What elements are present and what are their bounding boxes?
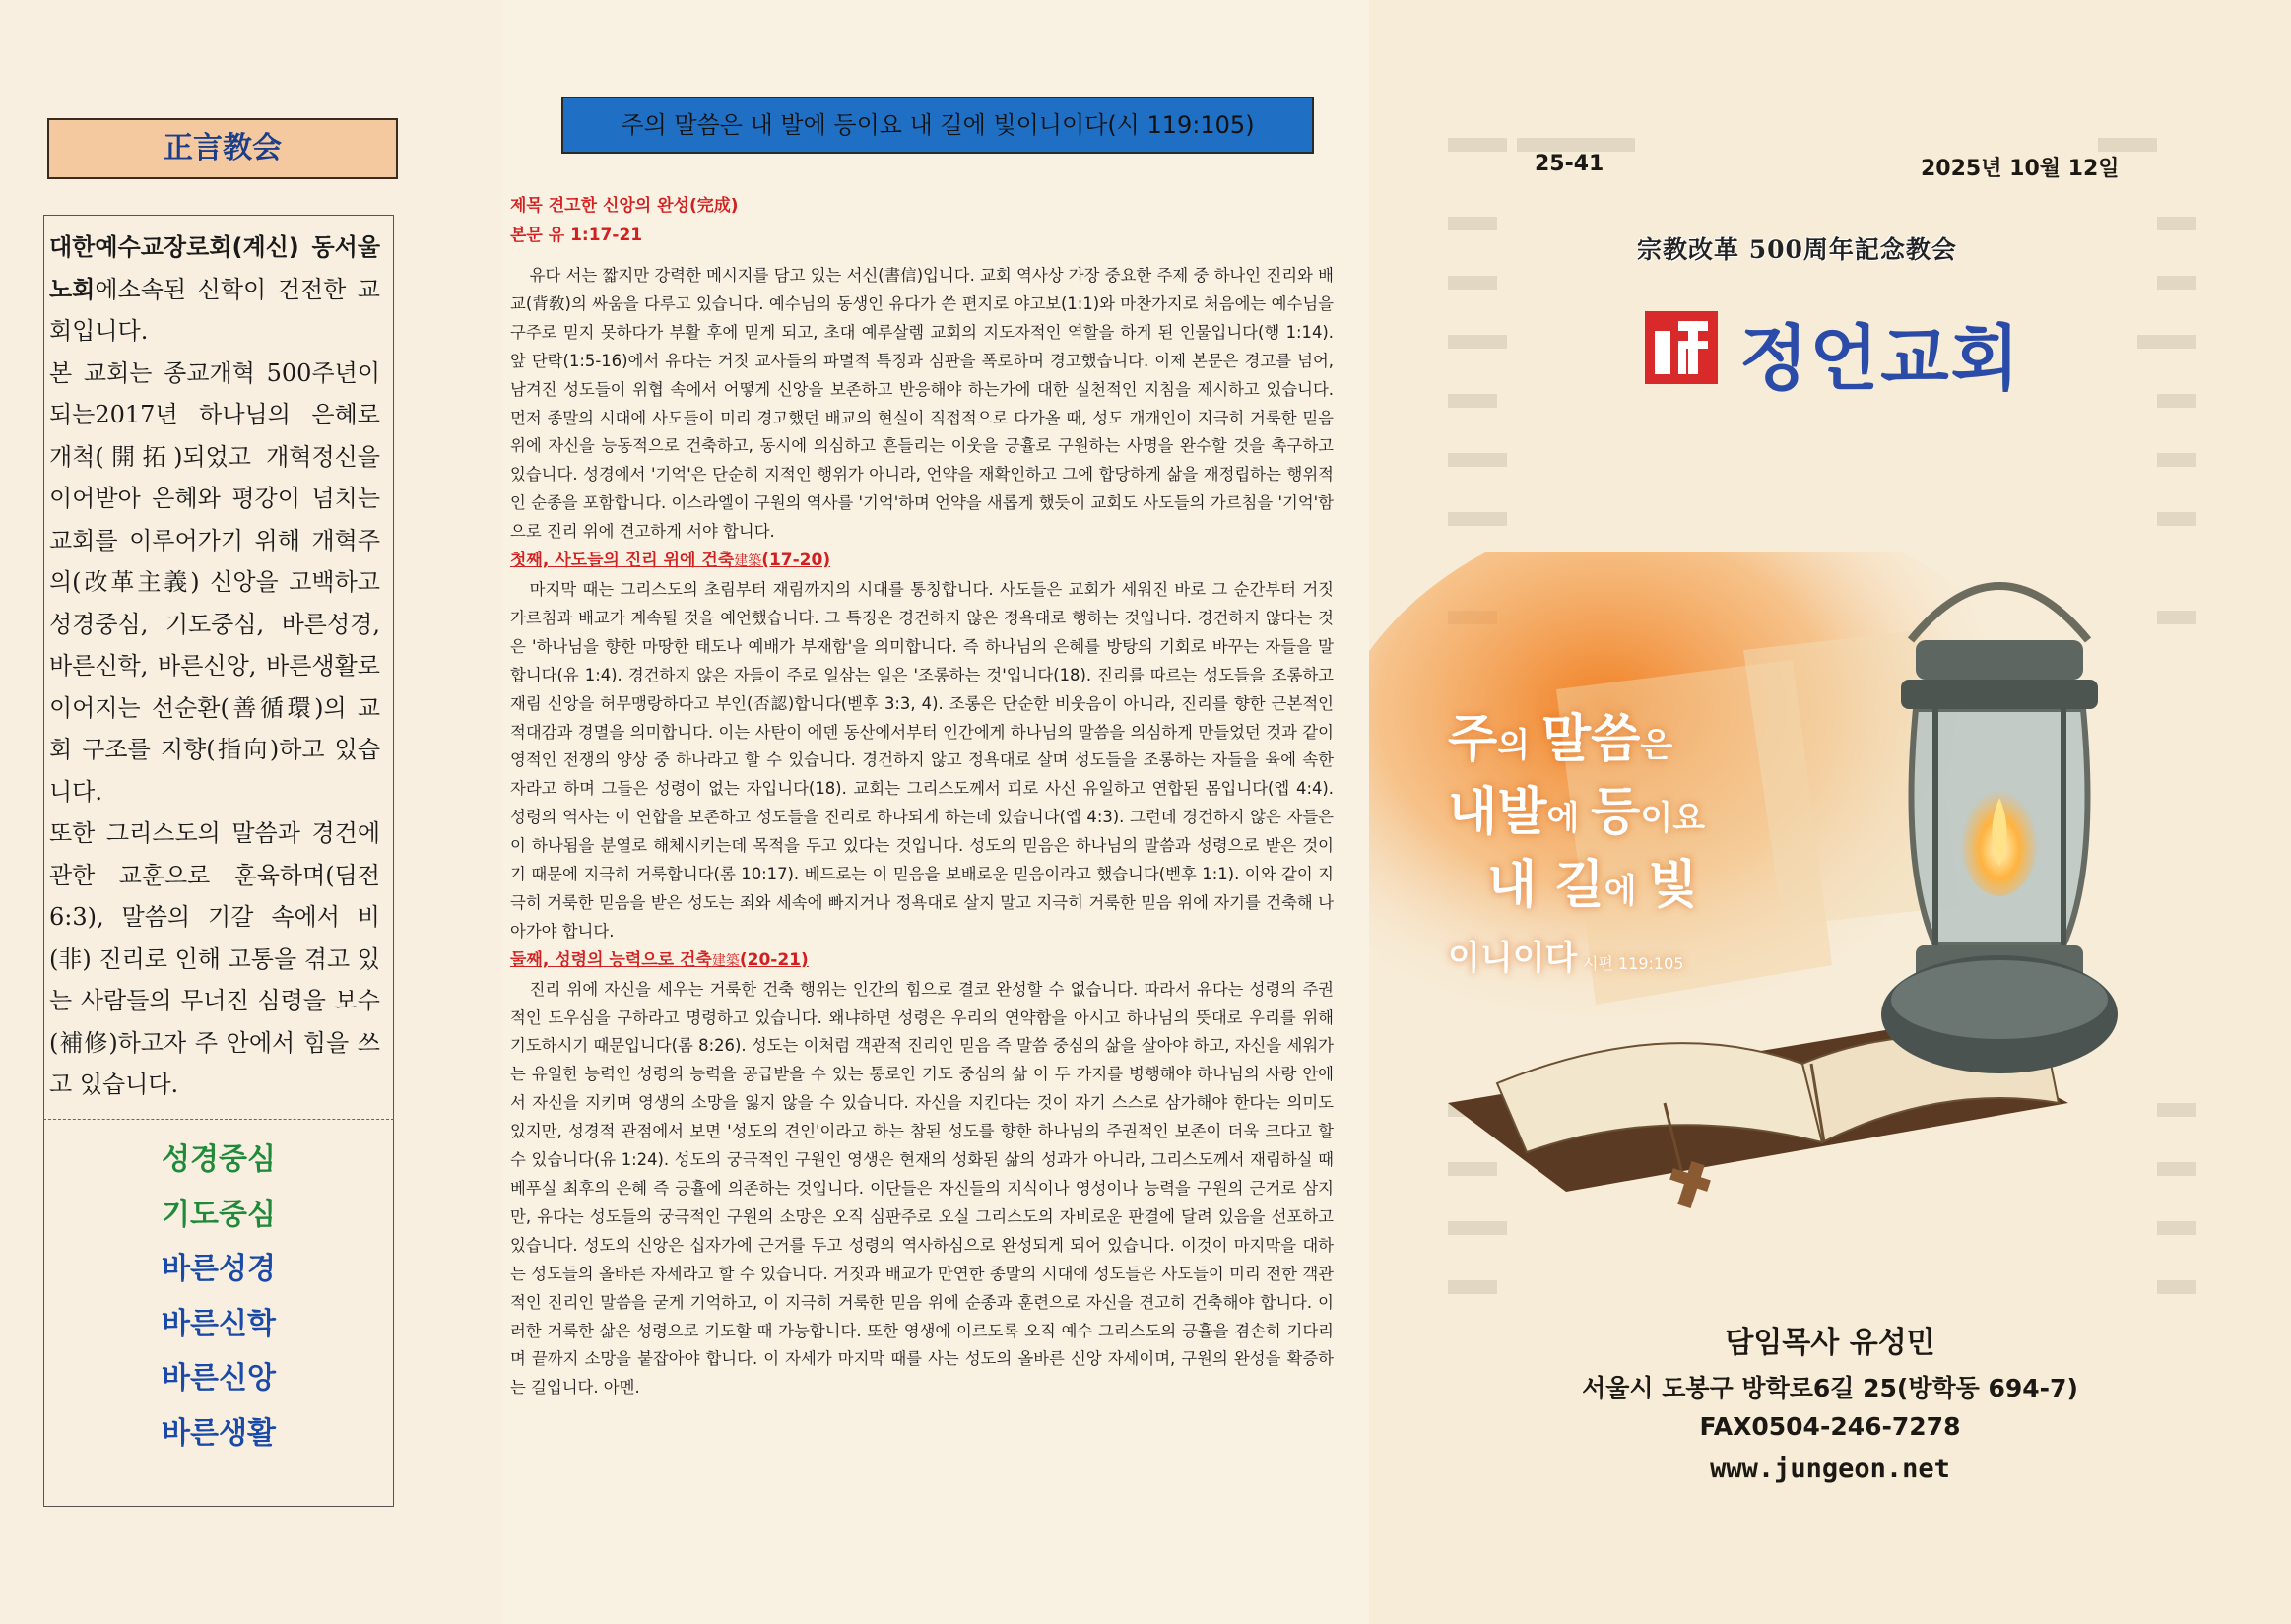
verse-art-text: 빛 [1648, 856, 1698, 915]
verse-artwork [1448, 709, 1783, 995]
verse-art-text: 말씀 [1540, 710, 1641, 769]
section-1-ref: (17-20) [761, 551, 831, 571]
website-link[interactable]: www.jungeon.net [1710, 1454, 1950, 1484]
motto-list [43, 1133, 394, 1461]
sermon-body [510, 262, 1334, 1402]
denomination-name: 대한예수교장로회(계신) 동서울노회 [49, 233, 380, 303]
church-subtitle: 宗教改革 500周年記念教会 [1637, 235, 1957, 264]
section-2-hanja: 建築 [711, 952, 740, 969]
verse-art-text: 내발 [1448, 783, 1547, 842]
left-panel [0, 0, 502, 1624]
verse-art-text: 내 길 [1487, 856, 1604, 915]
issue-date: 2025년 10월 12일 [1921, 157, 2120, 181]
intro-paragraph-2: 본 교회는 종교개혁 500주년이 되는2017년 하나님의 은혜로 개척(開拓)되었고 개혁정신을 이어받아 은혜와 평강이 넘치는 교회를 이루어가기 위해 개혁주의(改革主義) 신앙을 고백하고 성경중심, 기도중심, 바른성경, 바른신학, 바른신앙, 바른생활로 이어지는 선순환(善循環)의 교회 구조를 지향(指向)하고 있습니다. [49, 358, 380, 806]
section-2-body: 진리 위에 자신을 세우는 거룩한 건축 행위는 인간의 힘으로 결코 완성할 수 없습니다. 따라서 유다는 성령의 주권적인 도우심을 구하라고 명령하고 있습니다. 왜냐하면 성령은 우리의 연약함을 아시고 하나님의 뜻대로 우리를 위해 기도하시기 때문입니다(롬 8:26). 성도는 이처럼 객관적 진리인 믿음 즉 말씀 중심의 삶을 살아야 하고, 자신을 세워가는 유일한 능력인 성령의 능력을 공급받을 수 있는 통로인 기도 중심의 삶 이 두 가지를 병행해야 하나님의 사랑 안에서 자신을 지키며 영생의 소망을 잃지 않을 수 있습니다. 자신을 지킨다는 것이 자기 스스로 삼가해야 한다는 의미도 있지만, 성경적 관점에서 보면 '성도의 견인'이라고 하는 참된 성도를 향한 하나님의 주권적인 보존이 더욱 크다고 할 수 있습니다(유 1:24). 성도의 궁극적인 구원인 영생은 현재의 성화된 삶의 성과가 아니라, 그리스도께서 재림하실 때 베푸실 최후의 은혜 즉 긍휼에 의존하는 것입니다. 이단들은 자신들의 지식이나 영성이나 능력을 구원의 근거로 삼지만, 유다는 성도들의 궁극적인 구원의 소망은 오직 심판주로 오실 그리스도의 자비로운 판결에 달려 있음을 선포하고 있습니다. 성도의 신앙은 십자가에 근거를 두고 성령의 역사하심으로 완성되게 되어 있습니다. 이것이 마지막을 대하는 성도들의 올바른 자세라고 할 수 있습니다. 거짓과 배교가 만연한 종말의 시대에 성도들은 사도들이 미리 전한 객관적인 진리인 말씀을 굳게 기억하고, 이 지극히 거룩한 믿음 위에 순종과 훈련으로 자신을 견고히 건축해야 합니다. 이러한 거룩한 삶은 성령으로 기도할 때 가능합니다. 또한 영생에 이르도록 오직 예수 그리스도의 긍휼을 겸손히 기다리며 끝까지 소망을 붙잡아야 합니다. 이 자세가 마지막 때를 사는 성도의 올바른 신앙 자세이며, 구원의 완성을 확증하는 길입니다. 아멘. [510, 979, 1334, 1397]
section-2-title: 둘째, 성령의 능력으로 건축 [510, 949, 712, 970]
verse-art-text: 이요 [1640, 799, 1706, 838]
motto-item: 성경중심 [162, 1142, 276, 1177]
verse-art-text: 에 [1604, 872, 1649, 911]
section-1-heading [510, 547, 1334, 576]
church-name-tag: 正言教会 [47, 118, 398, 179]
motto-item: 바른생활 [162, 1415, 276, 1451]
section-1-title: 첫째, 사도들의 진리 위에 건축 [510, 551, 735, 571]
church-logo-icon [1645, 311, 1718, 384]
verse-banner: 주의 말씀은 내 발에 등이요 내 길에 빛이니이다(시 119:105) [561, 97, 1314, 154]
cover-panel [1369, 0, 2291, 1624]
intro-paragraph-1 [49, 227, 380, 353]
verse-art-text: 등 [1591, 783, 1641, 842]
sermon-title: 제목 견고한 신앙의 완성(完成) [510, 196, 739, 216]
verse-art-reference: 시편 119:105 [1582, 954, 1684, 973]
motto-item: 기도중심 [162, 1197, 276, 1232]
fax-number: FAX0504-246-7278 [1699, 1412, 1961, 1441]
church-address: 서울시 도봉구 방학로6길 25(방학동 694-7) [1582, 1374, 2078, 1402]
divider [43, 1119, 394, 1120]
sermon-panel [502, 0, 1369, 1624]
sermon-heading [510, 191, 739, 250]
pastor-name: 담임목사 유성민 [1725, 1326, 1935, 1360]
section-2-ref: (20-21) [739, 949, 809, 970]
section-1-hanja: 建築 [734, 553, 762, 570]
section-1-body: 마지막 때는 그리스도의 초림부터 재림까지의 시대를 통칭합니다. 사도들은 교회가 세워진 바로 그 순간부터 거짓 가르침과 배교가 계속될 것을 예언했습니다. 그 특징은 경건하지 않은 정욕대로 행하는 것입니다. 경건하지 않다는 것은 '하나님을 향한 마땅한 태도나 예배가 부재함'을 의미합니다. 즉 하나님의 은혜를 방탕의 기회로 바꾸는 자들을 말합니다(유 1:4). 경건하지 않은 자들이 주로 일삼는 일은 '조롱하는 것'입니다(18). 진리를 따르는 성도들을 조롱하고 재림 신앙을 허무맹랑하다고 부인(否認)합니다(벧후 3:3, 4). 조롱은 단순한 비웃음이 아니라, 진리를 향한 근본적인 적대감과 경멸을 의미합니다. 이는 사탄이 에덴 동산에서부터 인간에게 하나님의 말씀을 의심하게 만들었던 것과 같이 영적인 전쟁의 양상 중 하나라고 할 수 있습니다. 경건하지 않고 정욕대로 살며 성도들을 조롱하는 자들을 육에 속한 자라고 하며 그들은 성령이 없는 자입니다(18). 교회는 그리스도께서 피로 사신 유일하고 연합된 몸입니다(엡 4:4). 성령의 역사는 이 연합을 보존하고 성도들을 진리로 하나되게 하는데 있습니다(엡 4:3). 그런데 경건하지 않은 자들은 이 하나됨을 분열로 해체시키는데 목적을 두고 있다는 것입니다. 성도의 믿음은 하나님의 말씀과 성령으로 받은 것이기 때문에 지극히 거룩합니다(롬 10:17). 베드로는 이 믿음을 보배로운 믿음이라고 했습니다(벧후 1:1). 이와 같이 지극히 거룩한 믿음을 받은 성도는 죄와 세속에 빠지거나 정욕대로 살지 말고 지극히 거룩한 믿음 위에 자기를 건축해 나아가야 합니다. [510, 579, 1334, 941]
intro-paragraph-3: 또한 그리스도의 말씀과 경건에 관한 교훈으로 훈육하며(딤전 6:3), 말씀의 기갈 속에서 비(非) 진리로 인해 고통을 겪고 있는 사람들의 무너진 심령을 보수(補修)하고자 주 안에서 힘을 쓰고 있습니다. [49, 819, 380, 1098]
sermon-intro: 유다 서는 짧지만 강력한 메시지를 담고 있는 서신(書信)입니다. 교회 역사상 가장 중요한 주제 중 하나인 진리와 배교(背敎)의 싸움을 다루고 있습니다. 예수님의 동생인 유다가 쓴 편지로 야고보(1:1)와 마찬가지로 처음에는 예수님을 구주로 믿지 못하다가 부활 후에 믿게 되고, 초대 예루살렘 교회의 지도자적인 역할을 하게 된 인물입니다(행 1:14). 앞 단락(1:5-16)에서 유다는 거짓 교사들의 파멸적 특징과 심판을 폭로하며 경고했습니다. 이제 본문은 경고를 넘어, 남겨진 성도들이 위협 속에서 어떻게 신앙을 보존하고 반응해야 하는가에 대한 실천적인 지침을 제시하고 있습니다. 먼저 종말의 시대에 사도들이 미리 경고했던 배교의 현실이 직접적으로 다가올 때, 성도 개개인이 지극히 거룩한 믿음 위에 자신을 능동적으로 건축하고, 동시에 의심하고 흔들리는 이웃을 긍휼로 구원하는 사명을 완수할 것을 촉구하고 있습니다. 성경에서 '기억'은 단순히 지적인 행위가 아니라, 언약을 재확인하고 그에 합당하게 삶을 재정립하는 행위적인 순종을 포함합니다. 이스라엘이 구원의 역사를 '기억'하며 언약을 새롭게 했듯이 교회도 사도들의 가르침을 '기억'함으로 진리 위에 견고하게 서야 합니다. [510, 266, 1334, 542]
section-2-heading [510, 946, 1334, 976]
church-name: 정언교회 [1739, 317, 2022, 400]
sermon-text-reference: 본문 유 1:17-21 [510, 226, 643, 245]
motto-item: 바른신학 [162, 1306, 276, 1341]
verse-art-text: 이니이다 [1448, 939, 1578, 978]
issue-number: 25-41 [1535, 152, 1604, 176]
verse-art-text: 에 [1546, 799, 1592, 838]
intro-text-1: 에소속된 신학이 건전한 교회입니다. [49, 275, 380, 345]
church-introduction [49, 227, 380, 1106]
motto-item: 바른성경 [162, 1252, 276, 1286]
verse-art-text: 은 [1640, 726, 1673, 765]
verse-art-text: 주 [1448, 710, 1498, 769]
verse-art-text: 의 [1497, 726, 1541, 765]
motto-item: 바른신앙 [162, 1361, 276, 1396]
